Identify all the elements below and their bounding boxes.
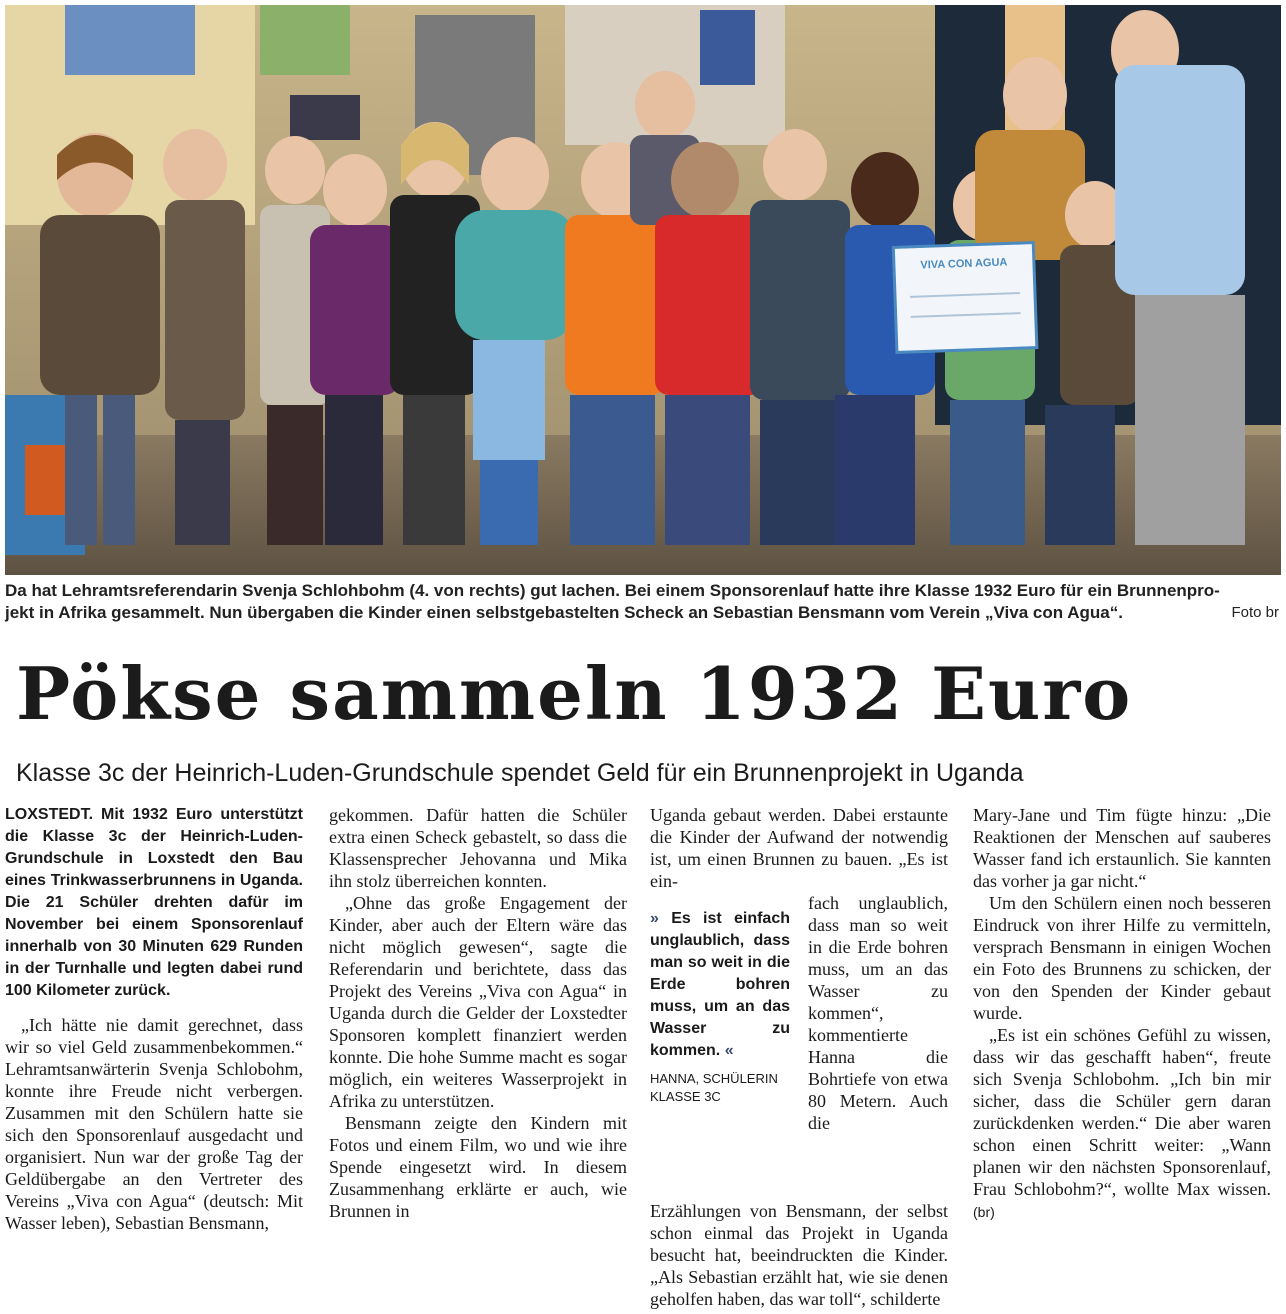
pull-quote [650,908,790,1106]
photo-caption [5,580,1281,624]
article-paragraph: „Ohne das große Engagement der Kinder, aber auch der Eltern wäre das nicht möglich gewesen“, sagte die Referendarin und berichtete, dass das Projekt des Vereins „Viva con Agua“ in Uganda durch die Gelder der Loxstedter Sponsoren komplett finanziert werden konnte. Die hohe Summe macht es sogar möglich, ein weiteres Wasserprojekt in Afrika zu unterstützen. [329,893,627,1111]
article-column-4 [973,804,1271,1223]
article-paragraph: Uganda gebaut werden. Dabei erstaunte die Kinder der Aufwand der notwendig ist, um einen Brunnen zu bauen. „Es ist ein- [650,805,948,891]
article-paragraph: Mary-Jane und Tim fügte hinzu: „Die Reaktionen der Menschen auf sauberes Wasser fand ich erstaunlich. Sie kannten das vorher ja gar nicht.“ [973,805,1271,891]
pull-quote-area [650,892,948,1200]
quote-open-mark: » [650,910,659,927]
article-paragraph-text: „Es ist ein schönes Gefühl zu wissen, dass wir das geschafft haben“, freute sich Svenja Schlobohm. „Ich bin mir sicher, dass die Schüler gern daran zurückdenken werden.“ Die aber waren schon einen Schritt weiter: „Wann planen wir den nächsten Sponsorenlauf, Frau Schlobohm?“, wollte Max wissen. [973,1025,1271,1199]
cheque-label: VIVA CON AGUA [920,256,1008,272]
article-paragraph: gekommen. Dafür hatten die Schüler extra einen Scheck gebastelt, so dass die Klassensprecher Jehovanna und Mika ihn stolz überreichen konnten. [329,805,627,891]
article-paragraph-last [973,1024,1271,1223]
article-paragraph: Um den Schülern einen noch besseren Eindruck von ihrer Hilfe zu vermitteln, versprach Bensmann in einigen Wochen ein Foto des Brunnens zu schicken, der von den Spenden der Kinder gebaut wurde. [973,893,1271,1023]
caption-line-1: Da hat Lehramtsreferendarin Svenja Schlohbohm (4. von rechts) gut lachen. Bei einem Sponsorenlauf hatte ihre Klasse 1932 Euro für ein Brunnenpro- [5,581,1220,600]
article-paragraph: Erzählungen von Bensmann, der selbst schon einmal das Projekt in Uganda besucht hat, beeindruckten die Kinder. „Als Sebastian erzählt hat, wie sie denen geholfen haben, das war toll“, schilderte [650,1201,948,1309]
article-lead: LOXSTEDT. Mit 1932 Euro unterstützt die Klasse 3c der Heinrich-Luden-Grundschule in Loxstedt den Bau eines Trinkwasserbrunnens in Uganda. Die 21 Schüler drehten dafür im November bei einem Sponsorenlauf innerhalb von 30 Minuten 629 Runden in der Turnhalle und legten dabei rund 100 Kilometer zurück. [5,806,303,999]
photo-credit: Foto br [1231,604,1279,621]
article-column-1 [5,804,303,1234]
quote-close-mark: « [724,1042,734,1059]
photo-schoolchildren [5,5,1281,575]
article-paragraph-narrow: fach unglaublich, dass man so weit in die Erde bohren muss, um an das Wasser zu kommen“, kommentierte Hanna die Bohrtiefe von etwa 80 Metern. Auch die [808,893,948,1133]
article-column-2 [329,804,627,1222]
caption-line-2: jekt in Afrika gesammelt. Nun übergaben die Kinder einen selbstgebastelten Scheck an Sebastian Bensmann vom Verein „Viva con Agua“. [5,603,1123,622]
pull-quote-text [650,908,790,1062]
subheadline: Klasse 3c der Heinrich-Luden-Grundschule spendet Geld für ein Brunnenprojekt in Uganda [16,759,1024,787]
article-photo [5,5,1281,575]
quote-body: Es ist einfach unglaublich, dass man so weit in die Erde bohren muss, um an das Wasser zu kommen. [650,910,790,1059]
article-column-3 [650,804,948,1310]
article-paragraph: „Ich hätte nie damit gerechnet, dass wir so viel Geld zusammenbekommen.“ Lehramtsanwärterin Svenja Schlobohm, konnte ihre Freude nicht verbergen. Zusammen mit den Schülern hatte sie sich den Sponsorenlauf ausgedacht und organisiert. Nun war der große Tag der Geldübergabe an den Vertreter des Vereins „Viva con Agua“ (deutsch: Mit Wasser leben), Sebastian Bensmann, [5,1015,303,1233]
headline: Pökse sammeln 1932 Euro [16,651,1133,736]
author-signature: (br) [973,1204,995,1220]
quote-source: HANNA, SCHÜLERIN KLASSE 3C [650,1071,778,1104]
article-paragraph: Bensmann zeigte den Kindern mit Fotos und einem Film, wo und wie ihre Spende eingesetzt wird. In diesem Zusammenhang erklärte er auch, wie Brunnen in [329,1113,627,1221]
